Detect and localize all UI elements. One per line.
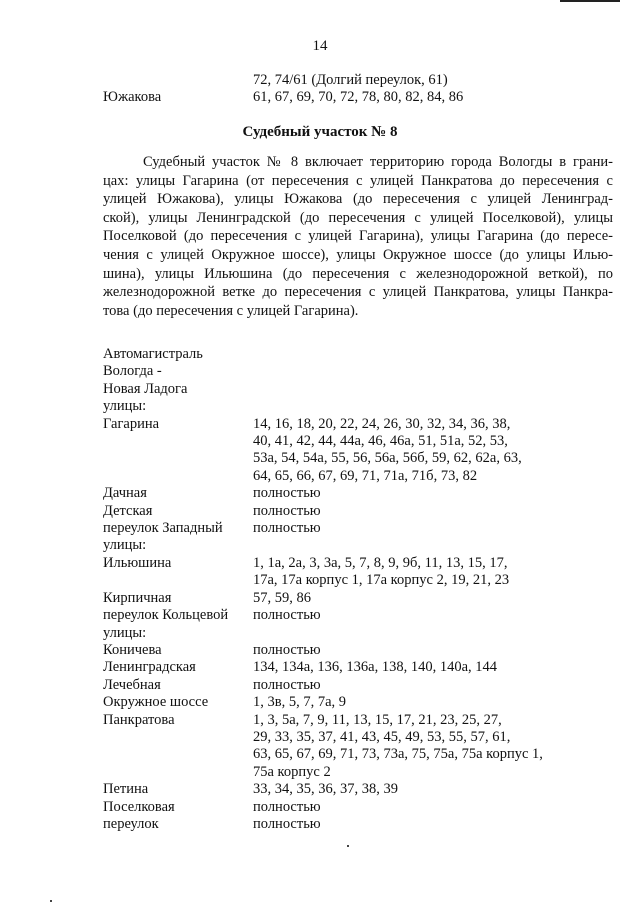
street-name: Петина	[103, 781, 149, 798]
house-numbers-line: полностью	[253, 607, 321, 624]
street-name: переулок	[103, 815, 159, 832]
house-numbers	[253, 781, 613, 798]
house-numbers	[253, 346, 613, 363]
house-numbers-line: полностью	[253, 676, 321, 693]
house-numbers-line: 40, 41, 42, 44, 44а, 46, 46а, 51, 51а, 52, 53,	[253, 433, 508, 450]
house-numbers	[253, 363, 613, 380]
street-name: Детская	[103, 502, 153, 519]
paragraph-line: това (до пересечения с улицей Гагарина).	[103, 302, 359, 319]
house-numbers-line: 17а, 17а корпус 1, 17а корпус 2, 19, 21, 23	[253, 572, 510, 589]
house-numbers-line: 1, 1а, 2а, 3, 3а, 5, 7, 8, 9, 9б, 11, 13, 15, 17,	[253, 554, 508, 571]
paragraph-line: шина), улицы Ильюшина (до пересечения с железнодорожной веткой), по	[103, 265, 613, 282]
house-numbers-line: полностью	[253, 485, 321, 502]
street-name: Панкратова	[103, 711, 175, 728]
list-item	[103, 555, 613, 590]
house-numbers: 61, 67, 69, 70, 72, 78, 80, 82, 84, 86	[253, 89, 464, 105]
list-item	[103, 677, 613, 694]
house-numbers	[253, 642, 613, 659]
list-item	[103, 381, 613, 398]
street-name: Ленинградская	[103, 659, 196, 676]
house-numbers-line: 33, 34, 35, 36, 37, 38, 39	[253, 781, 398, 798]
scan-speck	[347, 845, 349, 847]
house-numbers	[253, 590, 613, 607]
house-numbers	[253, 625, 613, 642]
street-name: Дачная	[103, 485, 147, 502]
house-numbers-line: полностью	[253, 502, 321, 519]
house-numbers-line: полностью	[253, 798, 321, 815]
list-item	[103, 346, 613, 363]
paragraph-line: Судебный участок № 8 включает территорию города Вологды в грани-	[143, 154, 613, 170]
paragraph-line: Поселковой (до пересечения с улицей Гагарина), улицы Гагарина (до пересе-	[103, 228, 613, 245]
street-name: Ильюшина	[103, 554, 172, 571]
house-numbers	[253, 677, 613, 694]
table-row	[103, 89, 603, 106]
list-item	[103, 503, 613, 520]
street-name: Кирпичная	[103, 589, 172, 606]
list-item	[103, 416, 613, 486]
street-name: Коничева	[103, 641, 162, 658]
house-numbers-line: 1, 3, 5а, 7, 9, 11, 13, 15, 17, 21, 23, 25, 27,	[253, 711, 502, 728]
paragraph-line: чения с улицей Окружное шоссе), улицы Окружное шоссе (до улицы Илью-	[103, 246, 613, 263]
house-numbers	[253, 555, 613, 590]
list-item	[103, 485, 613, 502]
paragraph-line: ской), улицы Ленинградской (до пересечения с улицей Поселковой), улицы	[103, 209, 613, 226]
house-numbers-line: 64, 65, 66, 67, 69, 71, 71а, 71б, 73, 82	[253, 467, 478, 484]
list-item	[103, 607, 613, 624]
house-numbers-line: 134, 134а, 136, 136а, 138, 140, 140а, 144	[253, 659, 498, 676]
scan-artifact-line	[560, 0, 620, 2]
street-name: Южакова	[103, 89, 162, 105]
list-item	[103, 590, 613, 607]
street-name: переулок Кольцевой	[103, 607, 229, 624]
house-numbers-line: 57, 59, 86	[253, 589, 311, 606]
house-numbers-line: 53а, 54, 54а, 55, 56, 56а, 56б, 59, 62, 62а, 63,	[253, 450, 522, 467]
list-item	[103, 694, 613, 711]
house-numbers-line: 29, 33, 35, 37, 41, 43, 45, 49, 53, 55, 57, 61,	[253, 728, 511, 745]
street-name: Гагарина	[103, 415, 160, 432]
house-numbers-line: полностью	[253, 641, 321, 658]
table-row	[103, 72, 603, 89]
paragraph-line: улицей Южакова), улицы Южакова (до пересечения с улицей Ленинград-	[103, 191, 613, 208]
street-name: переулок Западный	[103, 520, 223, 537]
list-item	[103, 781, 613, 798]
section-description	[103, 153, 613, 320]
street-name: Новая Ладога	[103, 380, 188, 397]
street-name: Лечебная	[103, 676, 161, 693]
page-number: 14	[312, 38, 328, 54]
street-name: Автомагистраль	[103, 346, 203, 362]
section-heading: Судебный участок № 8	[242, 124, 398, 140]
street-name: улицы:	[103, 537, 147, 554]
list-item	[103, 537, 613, 554]
paragraph-line: железнодорожной ветке до пересечения с улицей Панкратова, улицы Панкра-	[103, 284, 613, 301]
list-item	[103, 799, 613, 816]
house-numbers-line: 1, 3в, 5, 7, 7а, 9	[253, 694, 347, 711]
scan-speck	[50, 900, 52, 902]
list-item	[103, 712, 613, 782]
street-name: Поселковая	[103, 798, 175, 815]
house-numbers	[253, 712, 613, 782]
house-numbers	[253, 520, 613, 537]
house-numbers	[253, 485, 613, 502]
house-numbers-line: 14, 16, 18, 20, 22, 24, 26, 30, 32, 34, 36, 38,	[253, 415, 511, 432]
house-numbers-line: 75а корпус 2	[253, 763, 331, 780]
street-name: улицы:	[103, 398, 147, 415]
house-numbers	[253, 607, 613, 624]
list-item	[103, 659, 613, 676]
street-list	[103, 346, 613, 833]
house-numbers	[253, 816, 613, 833]
list-item	[103, 642, 613, 659]
house-numbers	[253, 537, 613, 554]
list-item	[103, 398, 613, 415]
house-numbers	[253, 659, 613, 676]
list-item	[103, 816, 613, 833]
street-name: Вологда -	[103, 363, 162, 380]
street-name: улицы:	[103, 624, 147, 641]
paragraph-line: цах: улицы Гагарина (от пересечения с улицей Панкратова до пересечения с	[103, 172, 613, 189]
house-numbers	[253, 694, 613, 711]
house-numbers-line: 63, 65, 67, 69, 71, 73, 73а, 75, 75а, 75а корпус 1,	[253, 746, 543, 763]
list-item	[103, 363, 613, 380]
house-numbers	[253, 381, 613, 398]
house-numbers: 72, 74/61 (Долгий переулок, 61)	[253, 72, 448, 88]
continued-list	[103, 72, 603, 106]
list-item	[103, 625, 613, 642]
house-numbers	[253, 398, 613, 415]
house-numbers-line: полностью	[253, 815, 321, 832]
house-numbers	[253, 503, 613, 520]
house-numbers	[253, 799, 613, 816]
list-item	[103, 520, 613, 537]
house-numbers-line: полностью	[253, 520, 321, 537]
street-name: Окружное шоссе	[103, 694, 209, 711]
house-numbers	[253, 416, 613, 486]
street-name	[103, 72, 253, 89]
